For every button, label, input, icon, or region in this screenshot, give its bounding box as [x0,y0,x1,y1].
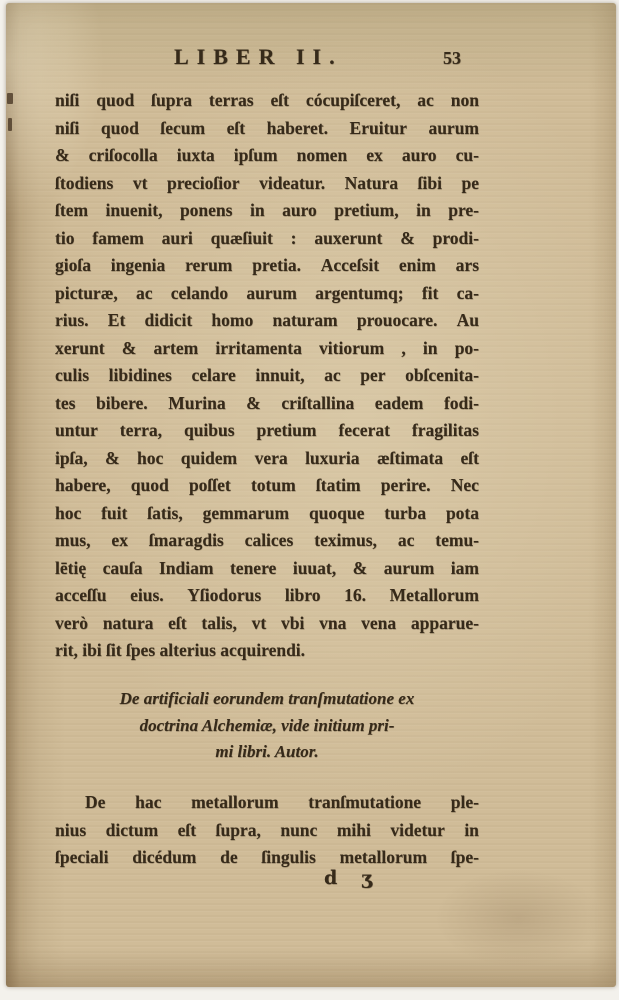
signature-mark [324,867,372,889]
margin-ink-mark [7,93,13,104]
signature-numeral: ʒ [361,867,373,889]
running-head [6,44,616,74]
text-line: lētię cauſa Indiam tenere iuuat, & aurum iam [55,557,479,578]
text-line: ſpeciali dicédum de ſingulis metallorum ſpe- [55,847,479,867]
text-line: picturæ, ac celando aurum argentumq; fit ca- [55,282,479,303]
text-line: acceſſu eius. Yſiodorus libro 16. Metallorum [55,585,479,605]
text-line: ipſa, & hoc quidem vera luxuria æſtimata eſt [55,447,479,468]
text-line: doctrina Alchemiæ, vide initium pri- [139,715,395,735]
text-line: De hac metallorum tranſmutatione ple- [85,792,479,812]
text-line: ſtodiens vt precioſior videatur. Natura ſibi pe [55,172,479,193]
text-line: habere, quod poſſet totum ſtatim perire. Nec [55,475,479,495]
text-line: gioſa ingenia rerum pretia. Acceſsit enim ars [55,255,479,275]
text-line: rius. Et didicit homo naturam prouocare. Au [55,310,479,330]
text-line: xerunt & artem irritamenta vitiorum , in po- [55,337,479,358]
running-title: LIBER II. [174,44,343,69]
paragraph-1 [55,87,479,665]
paragraph-2 [55,789,479,872]
text-line: hoc fuit ſatis, gemmarum quoque turba pota [55,502,479,523]
text-line: rit, ibi ſit ſpes alterius acquirendi. [55,640,306,660]
page-number: 53 [443,48,461,68]
text-line: nius dictum eſt ſupra, nunc mihi videtur in [55,819,479,840]
text-line: untur terra, quibus pretium fecerat fragilitas [55,420,479,440]
text-line: De artificiali eorundem tranſmutatione ex [119,689,415,708]
text-line: culis libidines celare innuit, ac per obſcenita- [55,365,479,385]
text-line: ſtem inuenit, ponens in auro pretium, in pre- [55,200,479,220]
signature-letter: d [324,867,338,889]
text-line: mus, ex ſmaragdis calices teximus, ac temu- [55,530,479,550]
text-line: niſi quod ſecum eſt haberet. Eruitur aurum [55,117,479,138]
section-heading [55,686,479,766]
text-line: verò natura eſt talis, vt vbi vna vena apparue- [55,612,479,633]
text-line: mi libri. Autor. [215,742,319,761]
text-line: tes bibere. Murina & criſtallina eadem fodi- [55,392,479,413]
text-line: & criſocolla iuxta ipſum nomen ex auro cu- [55,145,479,165]
text-line: tio famem auri quæſiuit : auxerunt & prodi- [55,227,479,248]
book-page-scan [6,3,616,987]
text-line: niſi quod ſupra terras eſt cócupiſceret, ac non [55,90,479,110]
margin-ink-mark [8,118,12,131]
